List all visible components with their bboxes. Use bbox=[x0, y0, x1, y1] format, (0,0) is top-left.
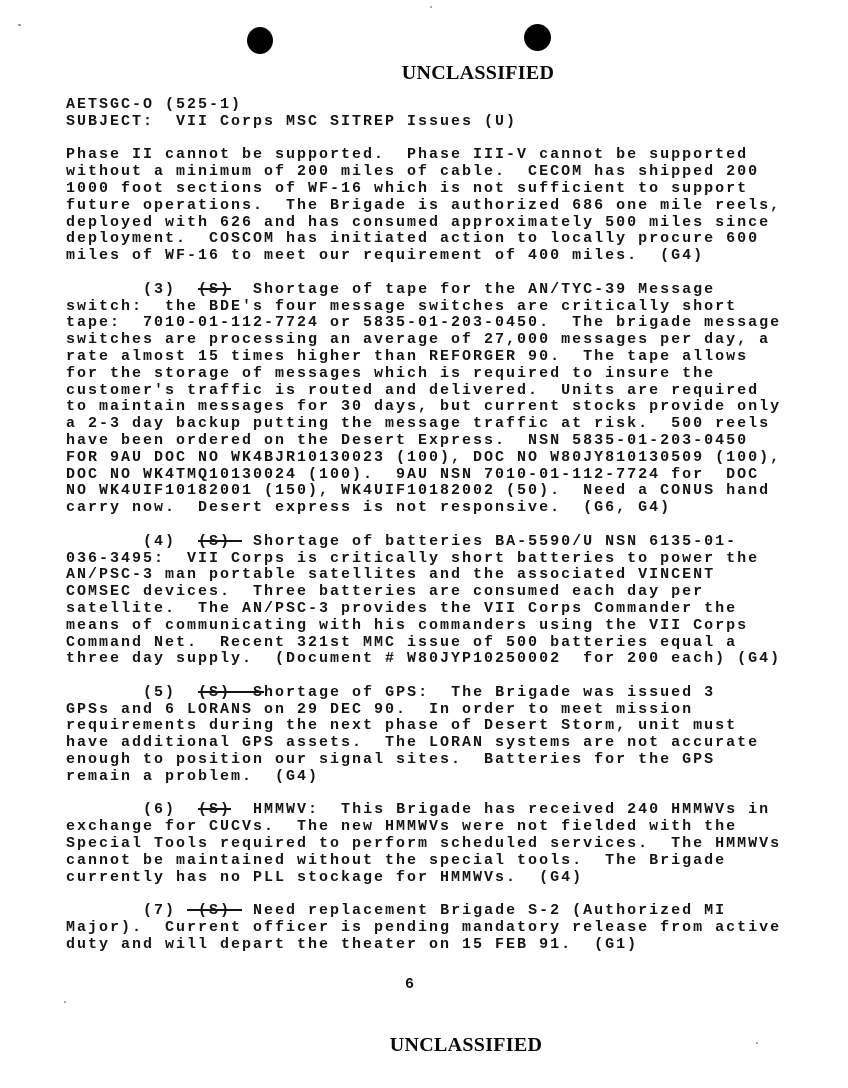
struck-classification-marking: (S) bbox=[198, 280, 232, 298]
document-line: without a minimum of 200 miles of cable. CECOM has shipped 200 bbox=[66, 163, 760, 181]
hole-punch-left bbox=[247, 27, 273, 54]
scan-artifact-speck bbox=[64, 1001, 66, 1003]
document-line: GPSs and 6 LORANS on 29 DEC 90. In order to meet mission bbox=[66, 700, 694, 718]
document-line: enough to position our signal sites. Batteries for the GPS bbox=[66, 751, 716, 769]
document-line: requirements during the next phase of Desert Storm, unit must bbox=[66, 717, 738, 735]
document-line: 1000 foot sections of WF-16 which is not sufficient to support bbox=[66, 179, 749, 197]
document-line bbox=[66, 131, 781, 148]
document-line: exchange for CUCVs. The new HMMWVs were not fielded with the bbox=[66, 818, 738, 836]
document-line: currently has no PLL stockage for HMMWVs. (G4) bbox=[66, 868, 584, 886]
document-line: AETSGC-O (525-1) bbox=[66, 96, 243, 113]
document-line: remain a problem. (G4) bbox=[66, 767, 320, 785]
document-line: means of communicating with his commanders using the VII Corps bbox=[66, 616, 749, 634]
document-line: Major). Current officer is pending mandatory release from active bbox=[66, 919, 782, 937]
scan-artifact-speck bbox=[18, 24, 21, 26]
scan-artifact-speck bbox=[430, 6, 432, 8]
document-body bbox=[66, 97, 781, 954]
document-line: cannot be maintained without the special tools. The Brigade bbox=[66, 851, 727, 869]
document-line: 036-3495: VII Corps is critically short batteries to power the bbox=[66, 549, 760, 567]
document-line: three day supply. (Document # W80JYP10250002 for 200 each) (G4) bbox=[66, 650, 782, 668]
document-line: DOC NO WK4TMQ10130024 (100). 9AU NSN 7010-01-112-7724 for DOC bbox=[66, 465, 760, 483]
document-line bbox=[66, 786, 781, 803]
document-line: FOR 9AU DOC NO WK4BJR10130023 (100), DOC NO W80JY810130509 (100), bbox=[66, 448, 782, 466]
scan-artifact-speck bbox=[756, 1042, 758, 1044]
document-line bbox=[66, 517, 781, 534]
document-line: tape: 7010-01-112-7724 or 5835-01-203-0450. The brigade message bbox=[66, 314, 782, 332]
document-line: deployment. COSCOM has initiated action to locally procure 600 bbox=[66, 230, 760, 248]
document-line bbox=[66, 265, 781, 282]
document-line: (6) (S) HMMWV: This Brigade has received 240 HMMWVs in bbox=[66, 801, 771, 819]
document-line: have additional GPS assets. The LORAN systems are not accurate bbox=[66, 734, 760, 752]
document-line: a 2-3 day backup putting the message traffic at risk. 500 reels bbox=[66, 415, 771, 433]
document-line: customer's traffic is routed and delivered. Units are required bbox=[66, 381, 760, 399]
document-line: (4) (S) Shortage of batteries BA-5590/U NSN 6135-01- bbox=[66, 532, 738, 550]
document-line: switches are processing an average of 27,000 messages per day, a bbox=[66, 331, 771, 349]
document-line: satellite. The AN/PSC-3 provides the VII Corps Commander the bbox=[66, 599, 738, 617]
struck-classification-marking: (S) bbox=[187, 902, 243, 920]
document-line: for the storage of messages which is required to insure the bbox=[66, 364, 716, 382]
document-line bbox=[66, 886, 781, 903]
document-line: have been ordered on the Desert Express. NSN 5835-01-203-0450 bbox=[66, 431, 749, 449]
hole-punch-right bbox=[524, 24, 551, 51]
struck-classification-marking: (S) bbox=[198, 801, 232, 819]
document-line: miles of WF-16 to meet our requirement of 400 miles. (G4) bbox=[66, 247, 705, 265]
document-line: Phase II cannot be supported. Phase III-V cannot be supported bbox=[66, 146, 749, 164]
document-line: SUBJECT: VII Corps MSC SITREP Issues (U) bbox=[66, 112, 518, 130]
document-line: deployed with 626 and has consumed approximately 500 miles since bbox=[66, 213, 771, 231]
struck-classification-marking: (S) S bbox=[198, 683, 265, 701]
document-line: (3) (S) Shortage of tape for the AN/TYC-39 Message bbox=[66, 280, 716, 298]
document-line: AN/PSC-3 man portable satellites and the associated VINCENT bbox=[66, 566, 716, 584]
document-line: to maintain messages for 30 days, but current stocks provide only bbox=[66, 398, 782, 416]
document-line: NO WK4UIF10182001 (150), WK4UIF10182002 (50). Need a CONUS hand bbox=[66, 482, 771, 500]
document-line: (5) (S) Shortage of GPS: The Brigade was issued 3 bbox=[66, 683, 716, 701]
document-line: (7) (S) Need replacement Brigade S-2 (Authorized MI bbox=[66, 902, 727, 920]
document-line bbox=[66, 668, 781, 685]
classification-banner-bottom: UNCLASSIFIED bbox=[389, 1034, 543, 1056]
document-line: rate almost 15 times higher than REFORGER 90. The tape allows bbox=[66, 347, 749, 365]
document-line: Command Net. Recent 321st MMC issue of 500 batteries equal a bbox=[66, 633, 738, 651]
document-line: future operations. The Brigade is authorized 686 one mile reels, bbox=[66, 196, 782, 214]
document-line: COMSEC devices. Three batteries are consumed each day per bbox=[66, 583, 705, 601]
document-line: Special Tools required to perform scheduled services. The HMMWVs bbox=[66, 835, 782, 853]
document-line: carry now. Desert express is not responsive. (G6, G4) bbox=[66, 499, 672, 517]
classification-banner-top: UNCLASSIFIED bbox=[401, 62, 555, 84]
document-line: switch: the BDE's four message switches are critically short bbox=[66, 297, 738, 315]
struck-classification-marking: (S) bbox=[198, 532, 243, 550]
page-number: 6 bbox=[405, 976, 417, 993]
document-line: duty and will depart the theater on 15 FEB 91. (G1) bbox=[66, 935, 639, 953]
